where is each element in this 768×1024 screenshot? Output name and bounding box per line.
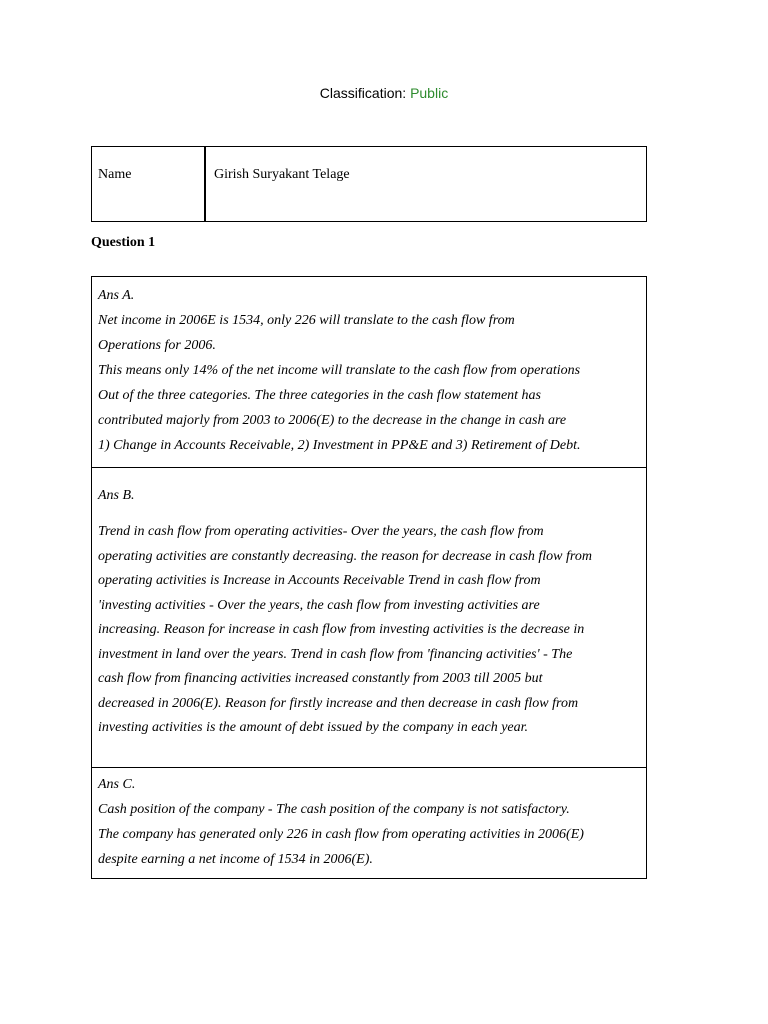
answer-a-line: 1) Change in Accounts Receivable, 2) Investment in PP&E and 3) Retirement of Debt. [98, 438, 581, 453]
answer-c-title: Ans C. [98, 777, 136, 792]
answer-a-line: contributed majorly from 2003 to 2006(E) to the decrease in the change in cash are [98, 413, 567, 428]
answer-b-line: decreased in 2006(E). Reason for firstly increase and then decrease in cash flow from [98, 695, 579, 711]
answer-a-cell [92, 277, 646, 467]
answer-a-line: Out of the three categories. The three categories in the cash flow statement has [98, 388, 541, 403]
answer-a-line: Net income in 2006E is 1534, only 226 will translate to the cash flow from [98, 313, 515, 328]
answer-c-line: Cash position of the company - The cash position of the company is not satisfactory. [98, 802, 570, 817]
answer-c-line: The company has generated only 226 in cash flow from operating activities in 2006(E) [98, 827, 584, 842]
answer-b-line: investment in land over the years. Trend in cash flow from 'financing activities' - The [98, 646, 573, 662]
answer-a-title: Ans A. [98, 288, 135, 303]
answer-b-line: investing activities is the amount of debt issued by the company in each year. [98, 720, 529, 735]
answer-b-line: increasing. Reason for increase in cash flow from investing activities is the decrease in [98, 622, 585, 637]
answer-b-line: 'investing activities - Over the years, the cash flow from investing activities are [98, 597, 540, 613]
classification-value: Public [410, 85, 449, 101]
answer-a-line: Operations for 2006. [98, 338, 216, 353]
question-heading: Question 1 [91, 235, 156, 250]
name-table [91, 146, 647, 222]
answer-b-title: Ans B. [98, 488, 135, 503]
classification-header [0, 85, 768, 101]
answer-a-line: This means only 14% of the net income will translate to the cash flow from operations [98, 363, 581, 378]
answers-table [91, 276, 647, 879]
answer-b-cell [92, 467, 646, 767]
name-value: Girish Suryakant Telage [214, 167, 350, 182]
answer-b-line: cash flow from financing activities increased constantly from 2003 till 2005 but [98, 671, 543, 686]
answer-c-cell [92, 767, 646, 878]
name-label: Name [98, 167, 132, 182]
name-table-divider [204, 147, 206, 221]
answer-b-line: Trend in cash flow from operating activities- Over the years, the cash flow from [98, 524, 544, 539]
answer-b-line: operating activities is Increase in Accounts Receivable Trend in cash flow from [98, 573, 541, 588]
classification-label: Classification: [319, 85, 407, 101]
answer-b-line: operating activities are constantly decreasing. the reason for decrease in cash flow from [98, 548, 592, 564]
answer-c-line: despite earning a net income of 1534 in 2006(E). [98, 852, 373, 867]
